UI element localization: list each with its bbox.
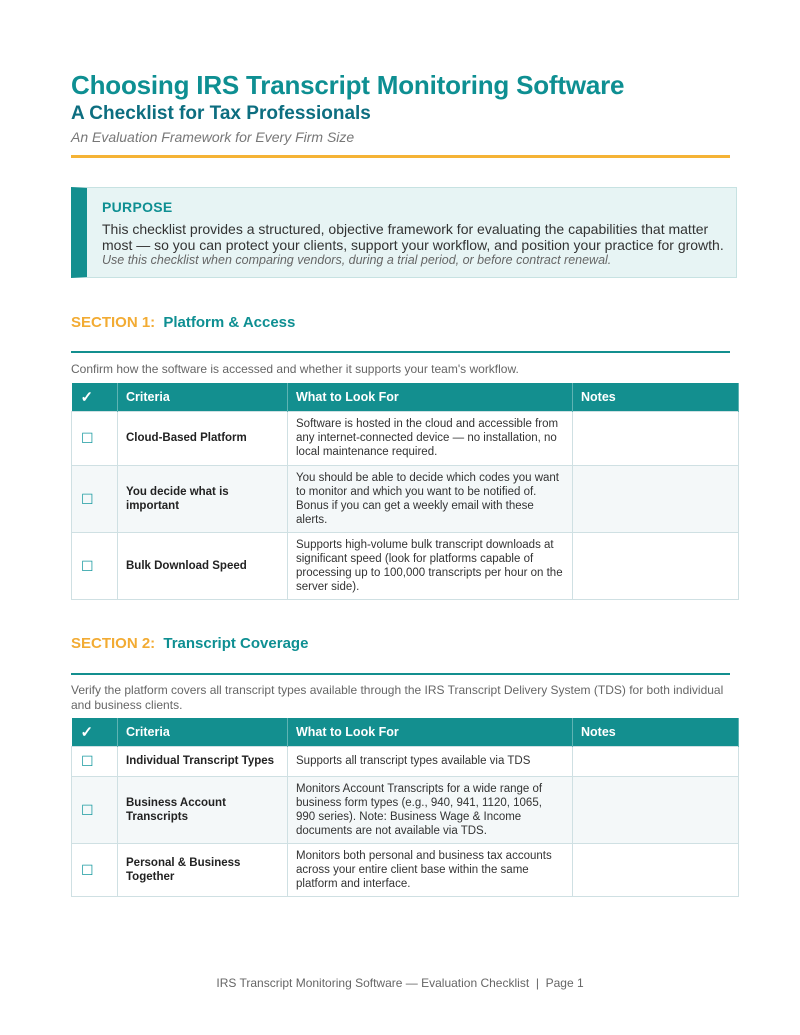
section-1-heading (71, 314, 295, 331)
table-row (72, 746, 739, 776)
header-notes: Notes (573, 383, 739, 411)
title-divider (71, 155, 730, 158)
table-row (72, 532, 739, 599)
table-row (72, 465, 739, 532)
section-2-table (71, 718, 739, 897)
checkbox[interactable]: ☐ (72, 411, 118, 465)
header-criteria: Criteria (118, 383, 288, 411)
criteria-cell: Bulk Download Speed (118, 532, 288, 599)
notes-cell[interactable] (573, 843, 739, 896)
look-for-cell: Supports high-volume bulk transcript downloads at significant speed (look for platforms capable of processing up to 100,000 transcripts per hour on the server side). (288, 532, 573, 599)
checkbox[interactable]: ☐ (72, 465, 118, 532)
section-1-number: SECTION 1: (71, 314, 156, 331)
criteria-cell: Individual Transcript Types (118, 746, 288, 776)
look-for-cell: Supports all transcript types available via TDS (288, 746, 573, 776)
purpose-body: This checklist provides a structured, objective framework for evaluating the capabilities that matter most — so you can protect your clients, support your workflow, and position your practice for growth. (102, 221, 724, 253)
checkbox[interactable]: ☐ (72, 746, 118, 776)
page-footer: IRS Transcript Monitoring Software — Evaluation Checklist | Page 1 (216, 976, 584, 990)
criteria-cell: Business Account Transcripts (118, 776, 288, 843)
header-check: ✓ (72, 718, 118, 746)
purpose-heading: PURPOSE (102, 199, 173, 215)
look-for-cell: Monitors both personal and business tax accounts across your entire client base within the same platform and interface. (288, 843, 573, 896)
document-subtitle: A Checklist for Tax Professionals (71, 103, 371, 124)
notes-cell[interactable] (573, 411, 739, 465)
checkbox[interactable]: ☐ (72, 776, 118, 843)
purpose-box (71, 187, 737, 278)
criteria-cell: Personal & Business Together (118, 843, 288, 896)
section-1-name: Platform & Access (163, 314, 296, 331)
notes-cell[interactable] (573, 532, 739, 599)
table-row (72, 843, 739, 896)
look-for-cell: Software is hosted in the cloud and accessible from any internet-connected device — no installation, no local maintenance required. (288, 411, 573, 465)
notes-cell[interactable] (573, 465, 739, 532)
table-header-row (72, 383, 739, 411)
section-1-divider (71, 351, 730, 353)
table-header-row (72, 718, 739, 746)
checkbox[interactable]: ☐ (72, 843, 118, 896)
section-2-heading (71, 635, 308, 652)
checkbox[interactable]: ☐ (72, 532, 118, 599)
header-check: ✓ (72, 383, 118, 411)
section-2-description: Verify the platform covers all transcript types available through the IRS Transcript Delivery System (TDS) for both individual and business clients. (71, 683, 724, 712)
notes-cell[interactable] (573, 776, 739, 843)
header-look-for: What to Look For (288, 383, 573, 411)
section-2-number: SECTION 2: (71, 635, 156, 652)
look-for-cell: You should be able to decide which codes you want to monitor and which you want to be notified of. Bonus if you can get a weekly email with these alerts. (288, 465, 573, 532)
header-look-for: What to Look For (288, 718, 573, 746)
look-for-cell: Monitors Account Transcripts for a wide range of business form types (e.g., 940, 941, 1120, 1065, 990 series). Note: Business Wage & Income documents are not available via TDS. (288, 776, 573, 843)
criteria-cell: You decide what is important (118, 465, 288, 532)
table-row (72, 776, 739, 843)
section-1-table (71, 383, 739, 600)
header-criteria: Criteria (118, 718, 288, 746)
section-2-name: Transcript Coverage (163, 635, 309, 652)
document-title: Choosing IRS Transcript Monitoring Software (71, 70, 625, 100)
purpose-note: Use this checklist when comparing vendors, during a trial period, or before contract renewal. (102, 253, 612, 267)
criteria-cell: Cloud-Based Platform (118, 411, 288, 465)
document-tagline: An Evaluation Framework for Every Firm Size (71, 129, 355, 145)
notes-cell[interactable] (573, 746, 739, 776)
table-row (72, 411, 739, 465)
section-1-description: Confirm how the software is accessed and whether it supports your team's workflow. (71, 362, 519, 376)
header-notes: Notes (573, 718, 739, 746)
section-2-divider (71, 673, 730, 675)
